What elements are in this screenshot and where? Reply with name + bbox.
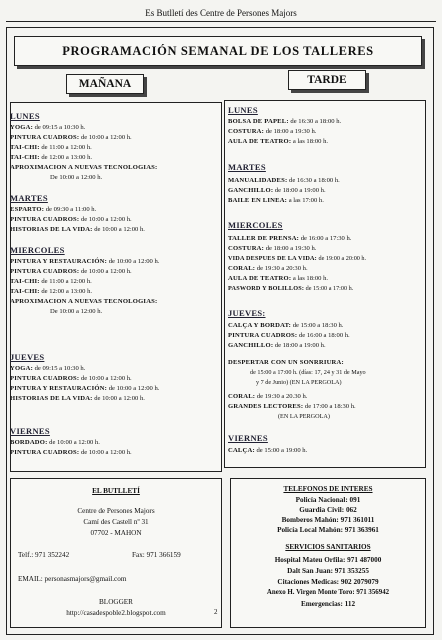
- afternoon-martes-item: BAILE EN LINEA: a las 17:00 h.: [228, 197, 324, 204]
- butlleti-blog-link[interactable]: http://casadespoble2.blogspot.com: [66, 609, 166, 617]
- morning-jueves-item: YOGA: de 09:15 a 10:30 h.: [10, 365, 86, 372]
- afternoon-miercoles-item: AULA DE TEATRO: a las 18:00 h.: [228, 275, 329, 282]
- afternoon-jueves-item-detail: de 15:00 a 17:00 h. (días: 17, 24 y 31 de Mayo: [250, 369, 366, 376]
- morning-day-lunes: LUNES: [10, 111, 40, 121]
- morning-lunes-item: YOGA: de 09:15 a 10:30 h.: [10, 124, 86, 131]
- morning-miercoles-item: TAI-CHI: de 12:00 a 13:00 h.: [10, 288, 93, 295]
- afternoon-label: TARDE: [288, 70, 366, 90]
- morning-lunes-item: TAI-CHI: de 11:00 a 12:00 h.: [10, 144, 92, 151]
- morning-miercoles-item: PINTURA CUADROS: de 10:00 a 12:00 h.: [10, 268, 132, 275]
- afternoon-day-lunes: LUNES: [228, 105, 258, 115]
- newsletter-header: Es Butlletí des Centre de Persones Majors: [145, 8, 297, 18]
- health-services-heading: SERVICIOS SANITARIOS: [285, 543, 371, 551]
- afternoon-day-martes: MARTES: [228, 162, 266, 172]
- butlleti-address-line: Camí des Castell nº 31: [83, 518, 149, 526]
- butlleti-email[interactable]: EMAIL: personasmajors@gmail.com: [18, 575, 127, 583]
- morning-day-viernes: VIERNES: [10, 426, 50, 436]
- afternoon-martes-item: GANCHILLO: de 18:00 a 19:00 h.: [228, 187, 326, 194]
- morning-lunes-item-time: De 10:00 a 12:00 h.: [50, 174, 103, 181]
- page-number: 2: [214, 608, 218, 616]
- header-rule: [6, 21, 436, 22]
- phone-entry: Policía Nacional: 091: [295, 496, 361, 504]
- afternoon-jueves-item: GRANDES LECTORES: de 17:00 a 18:30 h.: [228, 403, 356, 410]
- morning-martes-item: HISTORIAS DE LA VIDA: de 10:00 a 12:00 h.: [10, 226, 145, 233]
- morning-martes-item: ESPARTO: de 09:30 a 11:00 h.: [10, 206, 97, 213]
- morning-miercoles-item: APROXIMACION A NUEVAS TECNOLOGIAS:: [10, 298, 158, 305]
- health-entry: Dalt San Juan: 971 353255: [287, 567, 369, 575]
- morning-lunes-item: APROXIMACION A NUEVAS TECNOLOGIAS:: [10, 164, 158, 171]
- afternoon-miercoles-item: PASWORD Y BOLILLOS: de 15:00 a 17:00 h.: [228, 285, 354, 292]
- afternoon-viernes-item: CALÇA: de 15:00 a 19:00 h.: [228, 447, 308, 454]
- butlleti-address-line: Centre de Persones Majors: [77, 507, 155, 515]
- morning-viernes-item: BORDADO: de 10:00 a 12:00 h.: [10, 439, 100, 446]
- butlleti-address-line: 07702 - MAHON: [90, 529, 142, 537]
- morning-jueves-item: PINTURA CUADROS: de 10:00 a 12:00 h.: [10, 375, 132, 382]
- afternoon-miercoles-item: VIDA DESPUES DE LA VIDA: de 19:00 a 20:00 h.: [228, 255, 367, 262]
- butlleti-fax: Fax: 971 366159: [132, 551, 181, 559]
- morning-label: MAÑANA: [66, 74, 144, 94]
- afternoon-jueves-item: PINTURA CUADROS: de 16:00 a 18:00 h.: [228, 332, 350, 339]
- morning-miercoles-item: TAI-CHI: de 11:00 a 12:00 h.: [10, 278, 92, 285]
- morning-lunes-item: TAI-CHI: de 12:00 a 13:00 h.: [10, 154, 93, 161]
- afternoon-lunes-item: COSTURA: de 18:00 a 19:30 h.: [228, 128, 317, 135]
- morning-lunes-item: PINTURA CUADROS: de 10:00 a 12:00 h.: [10, 134, 132, 141]
- afternoon-jueves-item: CALÇA Y BORDAT: de 15:00 a 18:30 h.: [228, 322, 344, 329]
- afternoon-jueves-item: CORAL: de 19:30 a 20.30 h.: [228, 393, 308, 400]
- afternoon-miercoles-item: CORAL: de 19:30 a 20:30 h.: [228, 265, 308, 272]
- phones-heading: TELEFONOS DE INTERES: [283, 485, 373, 493]
- afternoon-day-jueves: JUEVES:: [228, 308, 266, 318]
- phone-entry: Policía Local Mahón: 971 363961: [277, 526, 379, 534]
- morning-miercoles-item: PINTURA Y RESTAURACIÓN: de 10:00 a 12:00 h.: [10, 258, 160, 265]
- butlleti-heading: EL BUTLLETÍ: [92, 487, 140, 495]
- afternoon-jueves-item: DESPERTAR CON UN SONRRIURA:: [228, 359, 344, 366]
- afternoon-jueves-item: GANCHILLO: de 18:00 a 19:00 h.: [228, 342, 326, 349]
- butlleti-tel: Telf.: 971 352242: [18, 551, 70, 559]
- afternoon-miercoles-item: TALLER DE PRENSA: de 16:00 a 17:30 h.: [228, 235, 352, 242]
- morning-jueves-item: PINTURA Y RESTAURACIÓN: de 10:00 a 12:00 h.: [10, 385, 160, 392]
- morning-day-martes: MARTES: [10, 193, 48, 203]
- afternoon-lunes-item: AULA DE TEATRO: a las 18:00 h.: [228, 138, 329, 145]
- afternoon-lunes-item: BOLSA DE PAPEL: de 16:30 a 18:00 h.: [228, 118, 342, 125]
- afternoon-miercoles-item: COSTURA: de 18:00 a 19:30 h.: [228, 245, 317, 252]
- afternoon-jueves-item-detail: y 7 de Junio) (EN LA PERGOLA): [256, 379, 342, 386]
- morning-jueves-item: HISTORIAS DE LA VIDA: de 10:00 a 12:00 h.: [10, 395, 145, 402]
- morning-day-jueves: JUEVES: [10, 352, 45, 362]
- afternoon-martes-item: MANUALIDADES: de 16:30 a 18:00 h.: [228, 177, 340, 184]
- health-entry: Anexo H. Virgen Monte Toro: 971 356942: [266, 589, 390, 596]
- health-entry: Hospital Mateu Orfila: 971 487000: [274, 556, 382, 564]
- morning-martes-item: PINTURA CUADROS: de 10:00 a 12:00 h.: [10, 216, 132, 223]
- phone-entry: Bomberos Mahón: 971 361011: [281, 516, 375, 524]
- afternoon-day-miercoles: MIERCOLES: [228, 220, 283, 230]
- phone-entry: Guardia Civil: 062: [299, 506, 357, 514]
- butlleti-blogger-label: BLOGGER: [99, 598, 133, 606]
- health-entry: Citaciones Medicas: 902 2079079: [277, 578, 379, 586]
- afternoon-day-viernes: VIERNES: [228, 433, 268, 443]
- health-entry: Emergencias: 112: [300, 600, 356, 608]
- morning-viernes-item: PINTURA CUADROS: de 10:00 a 12:00 h.: [10, 449, 132, 456]
- page-title: PROGRAMACIÓN SEMANAL DE LOS TALLERES: [14, 36, 422, 66]
- morning-day-miercoles: MIERCOLES: [10, 245, 65, 255]
- morning-miercoles-item-time: De 10:00 a 12:00 h.: [50, 308, 103, 315]
- afternoon-jueves-item-detail: (EN LA PERGOLA): [278, 413, 330, 420]
